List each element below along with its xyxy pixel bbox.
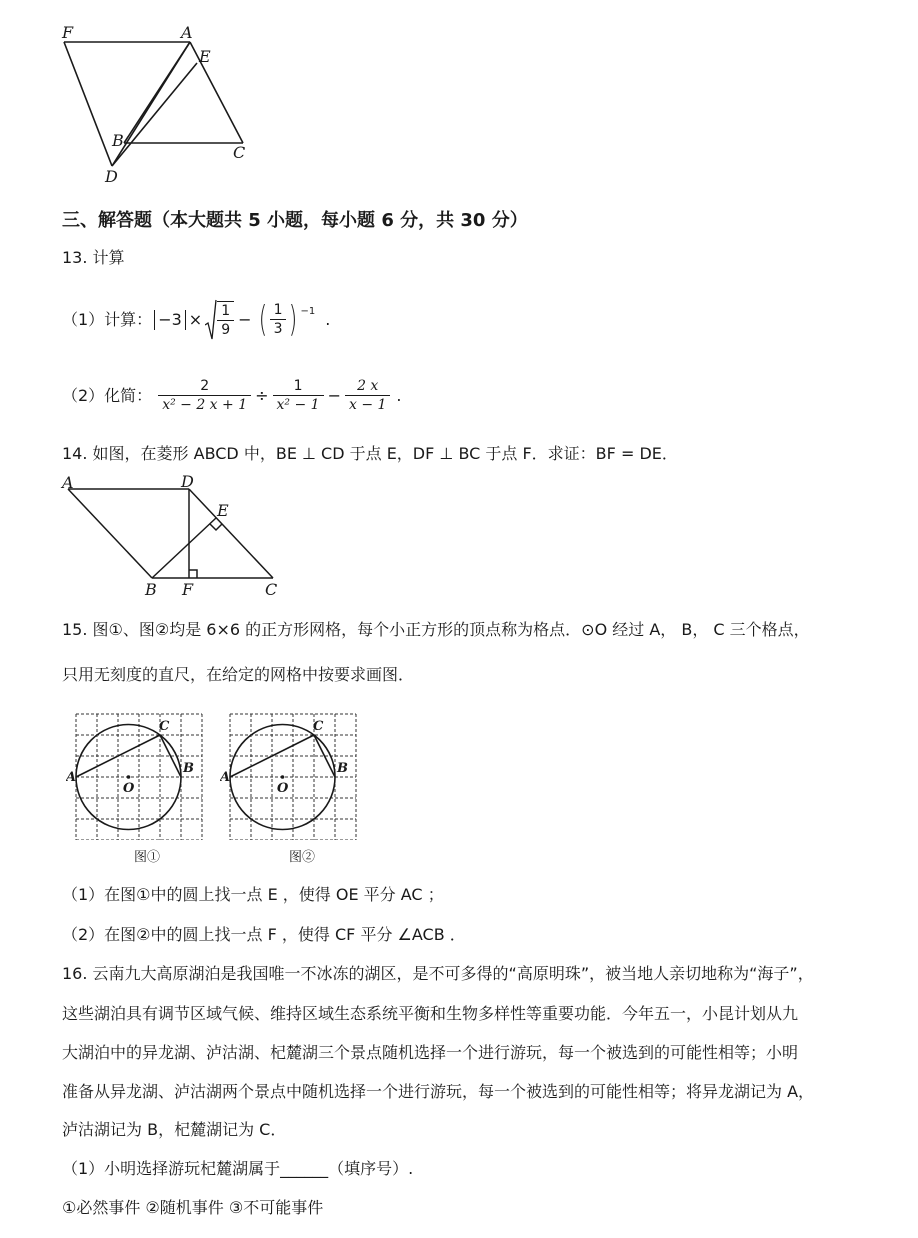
times-sign: × — [188, 310, 203, 329]
fraction3-denominator: x − 1 — [345, 395, 390, 414]
fraction2-numerator: 1 — [293, 378, 303, 394]
label-b: B — [112, 131, 124, 150]
q14-text: 14. 如图，在菱形 ABCD 中，BE ⊥ CD 于点 E，DF ⊥ BC 于点 F．求证：BF = DE． — [62, 444, 678, 463]
right-angle-e — [210, 524, 222, 530]
q16-line5: 泸沽湖记为 B，杞麓湖记为 C． — [62, 1120, 287, 1139]
q15-part2: （2）在图②中的圆上找一点 F ，使得 CF 平分 ∠ACB ． — [62, 925, 466, 944]
exponent: −1 — [300, 306, 316, 317]
fraction3-numerator: 2 x — [357, 378, 379, 394]
label-d: D — [105, 167, 118, 186]
fraction2-denominator: x² − 1 — [273, 395, 324, 414]
label-c: C — [313, 719, 324, 734]
segment-dc — [189, 489, 273, 578]
q16-line1: 16. 云南九大高原湖泊是我国唯一不冰冻的湖区，是不可多得的“高原明珠”，被当地人亲切地称为“海子”， — [62, 964, 814, 983]
q16-options: ①必然事件 ②随机事件 ③不可能事件 — [62, 1198, 324, 1217]
top-geometry-figure — [0, 0, 300, 190]
label-b: B — [337, 761, 348, 776]
segment-ab — [68, 489, 152, 578]
q15-part1: （1）在图①中的圆上找一点 E ，使得 OE 平分 AC ； — [62, 885, 444, 904]
label-f: F — [62, 23, 74, 42]
divide-sign: ÷ — [255, 386, 269, 405]
label-a: A — [62, 473, 74, 492]
segment-ac — [190, 42, 243, 143]
section-title: 三、解答题（本大题共 5 小题，每小题 6 分，共 30 分） — [62, 210, 528, 231]
label-o: O — [123, 781, 135, 796]
center-dot — [127, 775, 131, 779]
minus-sign: − — [238, 310, 252, 329]
q16-line4: 准备从异龙湖、泸沽湖两个景点中随机选择一个进行游玩，每一个被选到的可能性相等；将异龙湖记为 A， — [62, 1082, 815, 1101]
right-angle-f — [189, 570, 197, 578]
paren-fraction: ( $\frac{1}{3}$ ) −1 — [258, 299, 316, 340]
segment-de — [112, 63, 197, 166]
label-c: C — [233, 143, 246, 162]
label-b: B — [183, 761, 194, 776]
label-d: D — [181, 472, 194, 491]
label-a: A — [66, 770, 77, 785]
fraction-numerator: 1 — [273, 302, 283, 318]
q15-line2: 只用无刻度的直尺，在给定的网格中按要求画图． — [62, 665, 415, 684]
q16-line3: 大湖泊中的异龙湖、泸沽湖、杞麓湖三个景点随机选择一个进行游玩，每一个被选到的可能性相等；小明 — [62, 1043, 799, 1062]
label-c: C — [265, 580, 278, 599]
q13-part2-label: （2）化简： — [62, 386, 153, 405]
label-c: C — [159, 719, 170, 734]
q15-line1: 15. 图①、图②均是 6×6 的正方形网格，每个小正方形的顶点称为格点．⊙O 经过 A， B， C 三个格点， — [62, 620, 810, 639]
sqrt-expression — [205, 299, 234, 341]
q13-part1-label: （1）计算： — [62, 310, 153, 329]
q13-part1-end: . — [325, 310, 331, 329]
sqrt-sign — [205, 299, 217, 341]
q13-part1 — [62, 292, 330, 348]
fraction1-denominator: x² − 2 x + 1 — [158, 395, 251, 414]
caption-fig2: 图② — [289, 850, 316, 865]
sqrt-denominator: 9 — [217, 320, 234, 339]
q13-number: 13. 计算 — [62, 248, 125, 267]
q16-part1: （1）小明选择游玩杞麓湖属于______（填序号）. — [62, 1159, 414, 1178]
grid-figure-2 — [220, 704, 362, 840]
segment-ab — [124, 42, 190, 143]
segment-be — [152, 518, 216, 578]
label-f: F — [182, 580, 194, 599]
fraction1-numerator: 2 — [200, 378, 210, 394]
grid-figure-1 — [66, 704, 208, 840]
rhombus-figure — [0, 470, 320, 600]
segment-fd — [64, 42, 112, 166]
caption-fig1: 图① — [134, 850, 161, 865]
center-dot — [281, 775, 285, 779]
q13-part2-end: . — [396, 386, 402, 405]
q16-line2: 这些湖泊具有调节区域气候、维持区域生态系统平衡和生物多样性等重要功能．今年五一，小昆计划从九 — [62, 1004, 799, 1023]
label-o: O — [277, 781, 289, 796]
fraction-denominator: 3 — [270, 319, 287, 338]
label-a: A — [220, 770, 231, 785]
abs-value: −3 — [154, 310, 186, 330]
label-b: B — [145, 580, 157, 599]
label-a: A — [181, 23, 193, 42]
minus-sign-2: − — [327, 386, 341, 405]
sqrt-numerator: 1 — [221, 303, 231, 319]
label-e: E — [199, 47, 211, 66]
q13-part2 — [62, 372, 402, 420]
label-e: E — [217, 501, 229, 520]
